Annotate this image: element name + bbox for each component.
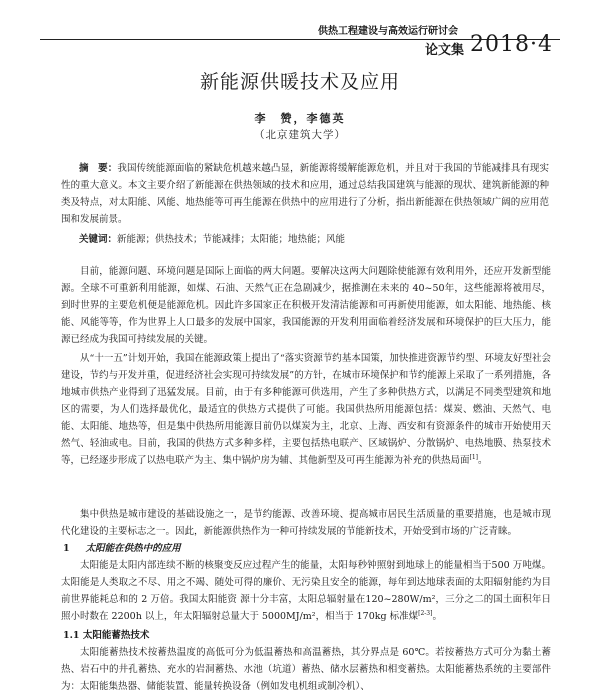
abstract-label: 摘 要： [79,163,118,174]
citation-ref: [1] [469,453,479,461]
paragraph-text: 目前，能源问题、环境问题是国际上面临的两大问题。要解决这两大问题除使能源有效利用外，还应开发新型能源。全球不可重新利用能源，如煤、石油、天然气正在急剧减少，据推测在未来的 40~50年，这些能源将被用尽，到时世界的主要危机便是能源危机。因此许多国家正在积极开发清洁能源和可再新使用能源，如太阳能、地热能、核能、风能等等，作为世界上人口最多的发展中国家，我国能源的开发利用面临着经济发展和环境保护的巨大压力，能源已经成为我国可持续发展的关键。 [61,266,551,345]
paragraph-end: 。 [478,455,488,466]
keywords-label: 关键词： [79,234,118,245]
citation-ref: [2-3] [418,609,433,617]
paper-affiliation: （北京建筑大学） [254,129,346,141]
body-paragraph-4 [61,557,551,625]
paper-authors: 李 赞，李德英 [254,112,346,125]
body-paragraph-3 [61,506,551,540]
running-header-year: 2018·4 [470,32,553,57]
paper-title: 新能源供暖技术及应用 [199,71,400,93]
subsection-heading-1-1: 1.1 太阳能蓄热技术 [63,630,150,641]
section-number: 1 [63,543,70,554]
body-paragraph-2 [61,350,551,469]
abstract-text: 我国传统能源面临的紧缺危机越来越凸显，新能源将缓解能源危机，并且对于我国的节能减排具有现实性的重大意义。本文主要介绍了新能源在供热领域的技术和应用，通过总结我国建筑与能源的现状、建筑新能源的种类及特点，对太阳能、风能、地热能等可再生能源在供热中的应用进行了分析，指出新能源在供热领域广阔的应用范围和发展前景。 [61,163,549,225]
running-header-column: 论文集 [425,43,465,58]
section-heading-1 [63,540,181,554]
keywords-text: 新能源；供热技术；节能减排；太阳能；地热能；风能 [117,234,346,245]
paragraph-text: 从“十一五”计划开始，我国在能源政策上提出了“落实资源节约基本国策，加快推进资源节约型、环境友好型社会建设，节约与开发并重，促进经济社会实现可持续发展”的方针，在城市环境保护和节约能源上采取了一系列措施，各地城市供热产业得到了迅猛发展。目前，由于有多种能源可供选用，产生了多种供热方式，以满足不同类型建筑和地区的需要，为人们选择最优化，最适宜的供热方式提供了可能。我国供热所用能源包括：煤炭、燃油、天然气、电能、太阳能、地热等，但是集中供热所用能源目前仍以煤炭为主，北京、上海、西安和有资源条件的城市开始使用天然气、轻油或电。目前，我国的供热方式多种多样，主要包括热电联产、区域锅炉、分散锅炉、电热地膜、热泵技术等，已经逐步形成了以热电联产为主、集中锅炉房为辅、其他新型及可再生能源为补充的供热局面 [61,353,551,466]
body-paragraph-1 [61,263,551,348]
paragraph-end: 。 [432,611,442,622]
body-paragraph-5 [61,644,551,695]
keywords [79,231,345,245]
abstract [61,160,549,228]
paragraph-text: 太阳能蓄热技术按蓄热温度的高低可分为低温蓄热和高温蓄热，其分界点是 60℃。若按蓄热方式可分为黏土蓄热、岩石中的井孔蓄热、充水的岩洞蓄热、水池（坑道）蓄热、储水层蓄热和相变蓄热。太阳能蓄热系统的主要部件为：太阳能集热器、储能装置、能量转换设备（例如发电机组或制冷机）、 [61,647,551,692]
paragraph-text: 集中供热是城市建设的基础设施之一，是节约能源、改善环境、提高城市居民生活质量的重要措施，也是城市现代化建设的主要标志之一。因此，新能源供热作为一种可持续发展的节能新技术，开始受到市场的广泛青睐。 [61,509,551,537]
section-title: 太阳能在供热中的应用 [85,543,181,554]
paragraph-text: 太阳能是太阳内部连续不断的核聚变反应过程产生的能量，太阳每秒钟照射到地球上的能量相当于500 万吨煤。太阳能是人类取之不尽、用之不竭、随处可得的廉价、无污染且安全的能源，每年到达地球表面的太阳辐射能约为目前世界能耗总和的 2 万倍。我国太阳能资 源十分丰富，太阳总辐射量在120~280W/m²，三分之二的国土面积年日照小时数在 2200h 以上，年太阳辐射总量大于 5000MJ/m²，相当于 170kg 标准煤 [61,560,551,622]
running-header-conference: 供热工程建设与高效运行研讨会 [318,26,458,37]
